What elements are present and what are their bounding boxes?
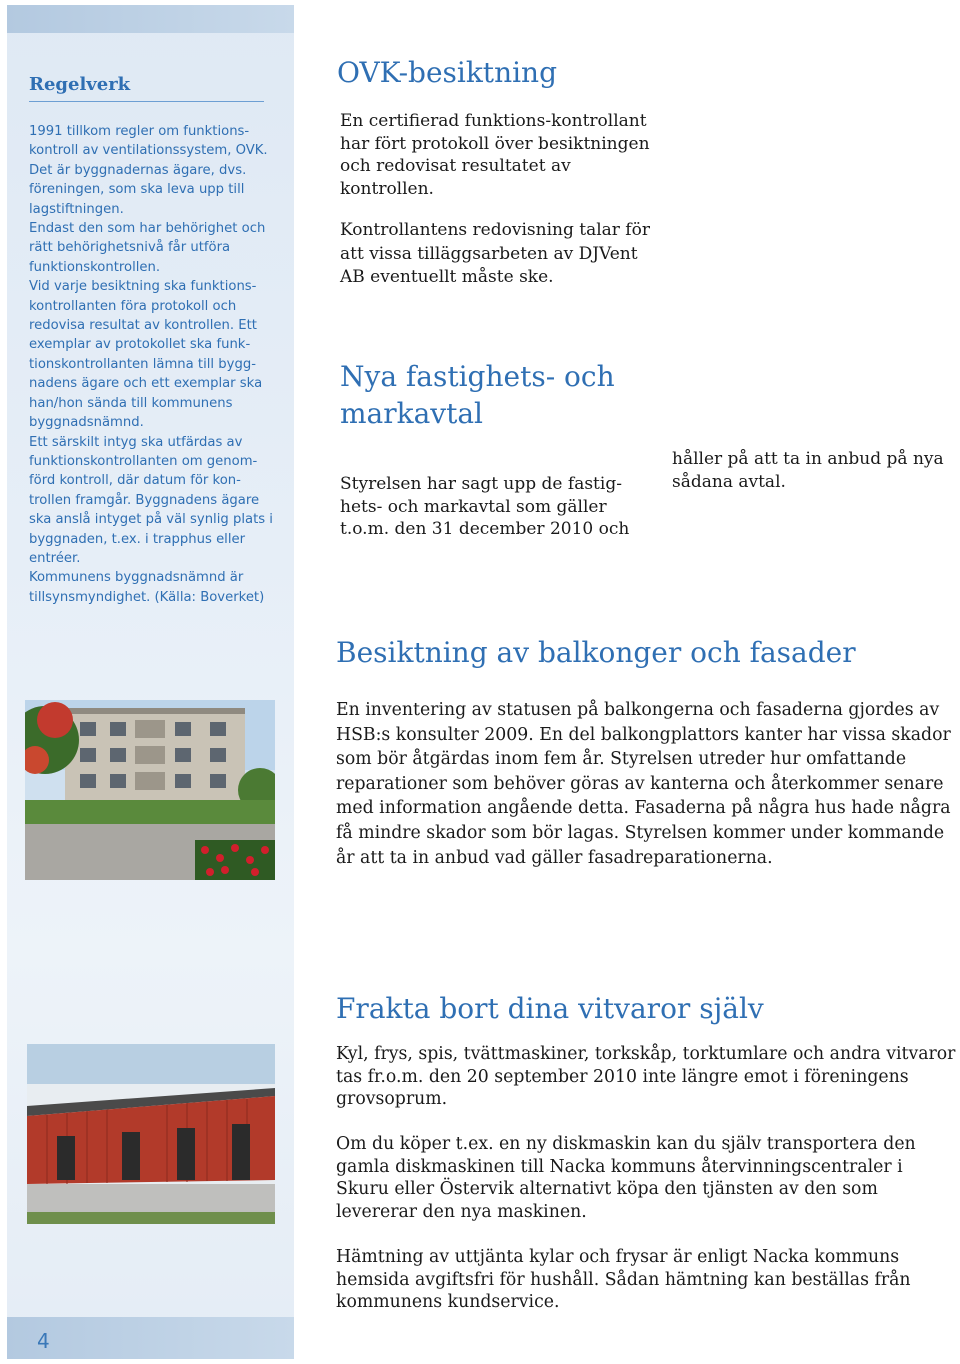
frakta-heading: Frakta bort dina vitvaror själv	[336, 992, 764, 1025]
ovk-paragraph-2	[340, 219, 660, 290]
ovk-paragraph-1	[340, 110, 660, 200]
balkonger-heading: Besiktning av balkonger och fasader	[336, 636, 856, 669]
ovk-heading: OVK-besiktning	[337, 56, 558, 89]
avtal-paragraph-right	[672, 448, 957, 493]
sidebar-paragraph: Det är byggnadernas ägare, dvs. föreningen, som ska leva upp till lagstiftningen.	[29, 162, 247, 217]
garbage-room-photo	[27, 1044, 275, 1224]
frakta-paragraph-3	[336, 1246, 958, 1314]
paragraph-text: Om du köper t.ex. en ny diskmaskin kan du själv transportera den gamla diskmaskinen till Nacka kommuns återvinningscentraler i Skuru eller Östervik alternativt köpa den tjänsten av den som levererar den nya maskinen.	[336, 1134, 916, 1222]
page-number: 4	[37, 1329, 50, 1353]
avtal-heading: Nya fastighets- och markavtal	[340, 360, 615, 430]
paragraph-text: håller på att ta in anbud på nya sådana avtal.	[672, 449, 944, 492]
sidebar-paragraph: 1991 tillkom regler om funktions-kontroll av ventilationssystem, OVK.	[29, 124, 268, 159]
apartment-building-photo	[25, 700, 275, 880]
apartment-building-illustration	[25, 700, 275, 880]
avtal-paragraph-left	[340, 473, 640, 541]
paragraph-text: Kontrollantens redovisning talar för att vissa tilläggsarbeten av DJVent AB eventuellt måste ske.	[340, 220, 650, 287]
sidebar-top-bar	[7, 5, 294, 33]
frakta-paragraph-1	[336, 1043, 958, 1111]
paragraph-text: En certifierad funktions-kontrollant har fört protokoll över besiktningen och redovisat resultatet av kontrollen.	[340, 111, 650, 199]
paragraph-text: Kyl, frys, spis, tvättmaskiner, torkskåp, torktumlare och andra vitvaror tas fr.o.m. den 20 september 2010 inte längre emot i föreningens grovsoprum.	[336, 1044, 956, 1109]
frakta-paragraph-2	[336, 1133, 958, 1223]
sidebar-paragraph: Ett särskilt intyg ska utfärdas av funktionskontrollanten om genom-förd kontroll, där datum för kon-trollen framgår. Byggnadens ägare ska anslå intyget på väl synlig plats i byggnaden, t.ex. i trapphus eller entréer.	[29, 434, 273, 566]
garbage-room-illustration	[27, 1044, 275, 1224]
sidebar-paragraph: Endast den som har behörighet och rätt behörighetsnivå får utföra funktionskontrollen.	[29, 221, 266, 275]
paragraph-text: En inventering av statusen på balkongerna och fasaderna gjordes av HSB:s konsulter 2009. En del balkongplattors kanter har vissa skador som bör åtgärdas inom fem år. Styrelsen utreder hur omfattande reparationer som behöver göras av kanterna och återkommer senare med information angående detta. Fasaderna på några hus hade några få mindre skador som bör lagas. Styrelsen kommer under kommande år att ta in anbud vad gäller fasadreparationerna.	[336, 700, 951, 868]
sidebar-bottom-bar	[7, 1317, 294, 1359]
sidebar-body	[29, 122, 274, 607]
sidebar-paragraph: Vid varje besiktning ska funktions-kontrollanten föra protokoll och redovisa resultat av kontrollen. Ett exemplar av protokollet ska funk-tionskontrollanten lämna till bygg-nadens ägare och ett exemplar ska han/hon sända till kommunens byggnadsnämnd.	[29, 279, 263, 431]
paragraph-text: Styrelsen har sagt upp de fastig-hets- och markavtal som gäller t.o.m. den 31 december 2010 och	[340, 474, 630, 539]
sidebar-heading: Regelverk	[29, 74, 264, 102]
paragraph-text: Hämtning av uttjänta kylar och frysar är enligt Nacka kommuns hemsida avgiftsfri för hushåll. Sådan hämtning kan beställas från kommunens kundservice.	[336, 1247, 911, 1312]
balkonger-paragraph	[336, 698, 958, 870]
sidebar-paragraph: Kommunens byggnadsnämnd är tillsynsmyndighet. (Källa: Boverket)	[29, 570, 265, 605]
